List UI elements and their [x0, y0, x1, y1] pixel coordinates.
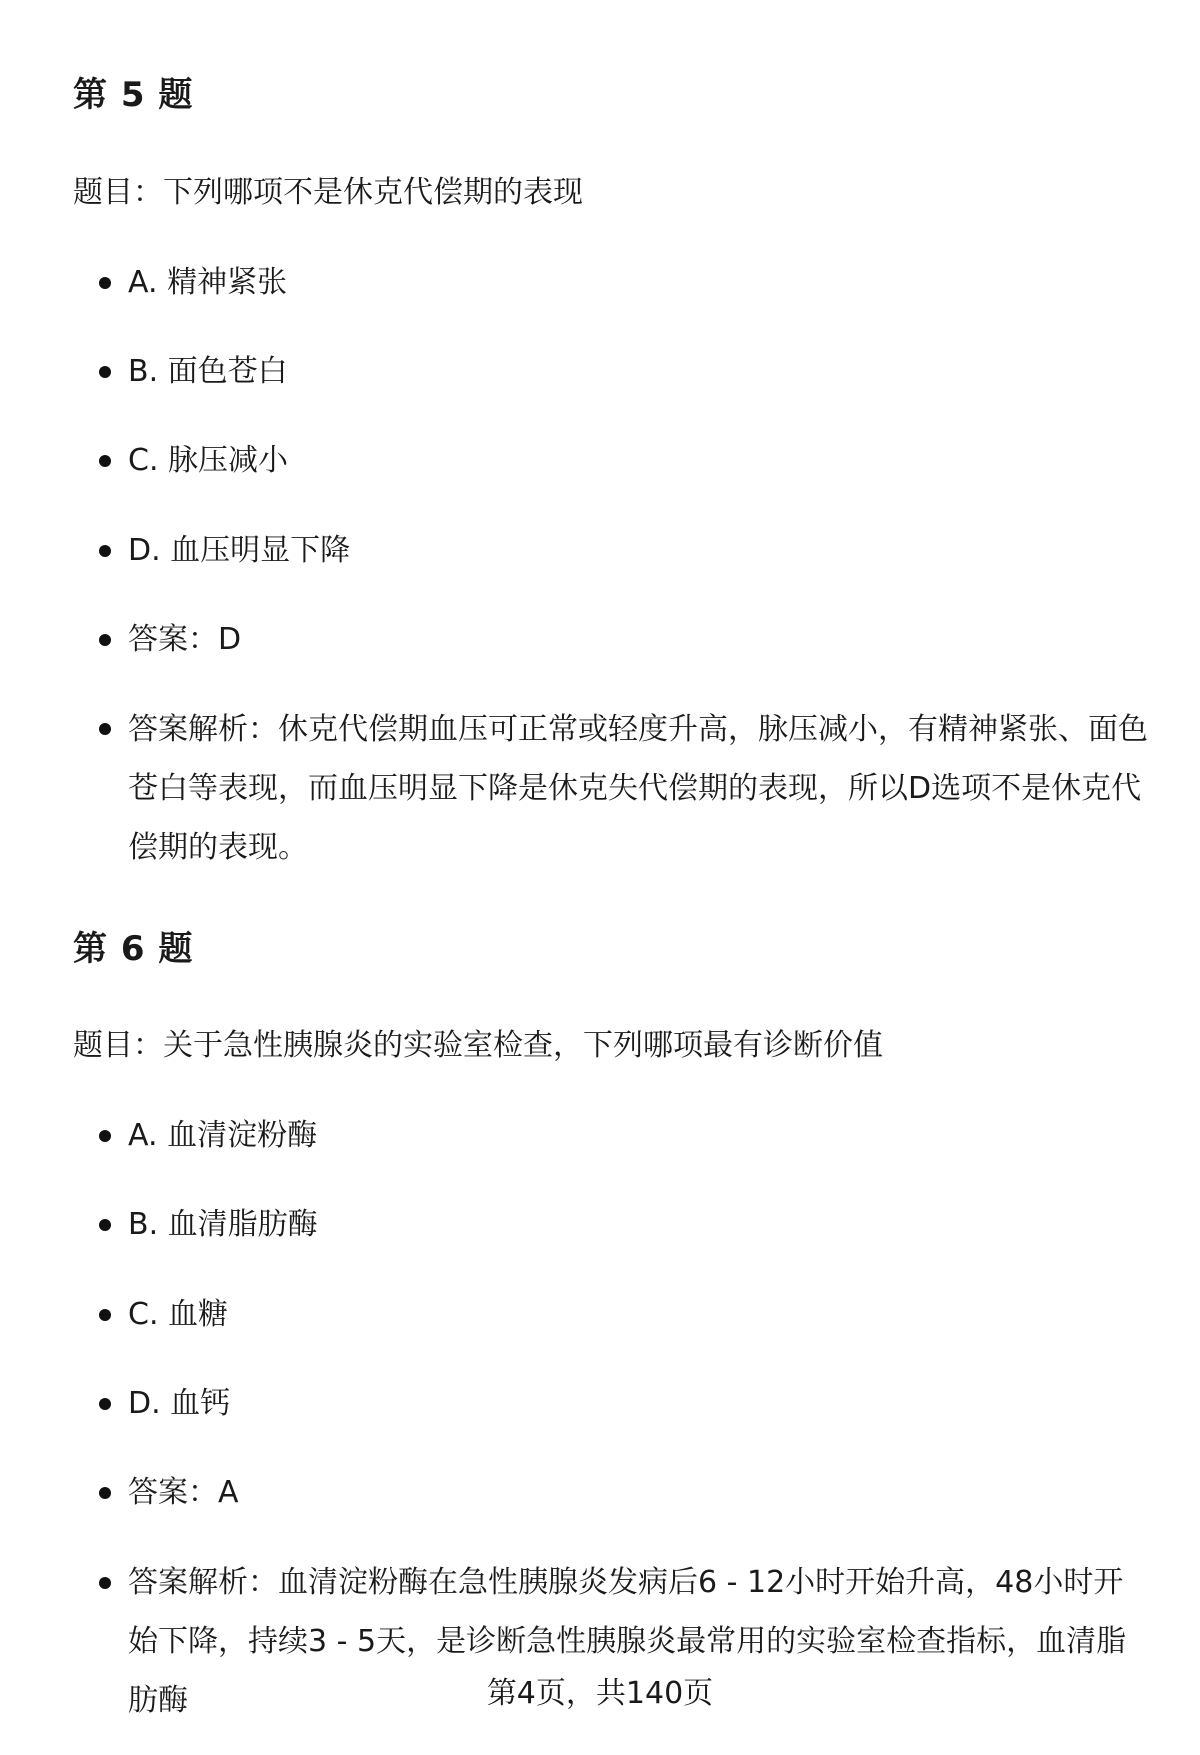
bullet-icon	[99, 1130, 111, 1142]
question-6-answer: 答案：A	[128, 1475, 239, 1510]
bullet-icon	[99, 366, 111, 378]
question-5-option-c: C. 脉压减小	[128, 443, 289, 478]
question-6-heading: 第 6 题	[73, 929, 194, 969]
bullet-icon	[99, 723, 111, 735]
question-6-option-a: A. 血清淀粉酶	[128, 1118, 318, 1153]
question-6-option-c: C. 血糖	[128, 1297, 229, 1332]
bullet-icon	[99, 634, 111, 646]
bullet-icon	[99, 545, 111, 557]
bullet-icon	[99, 1309, 111, 1321]
bullet-icon	[99, 277, 111, 289]
bullet-icon	[99, 1219, 111, 1231]
question-5-stem: 题目：下列哪项不是休克代偿期的表现	[73, 175, 583, 210]
question-5-answer: 答案：D	[128, 622, 242, 657]
bullet-icon	[99, 1577, 111, 1589]
question-5-explanation: 答案解析：休克代偿期血压可正常或轻度升高，脉压减小，有精神紧张、面色苍白等表现，而血压明显下降是休克失代偿期的表现，所以D选项不是休克代偿期的表现。	[128, 712, 1148, 865]
question-5-heading: 第 5 题	[73, 75, 194, 115]
question-6-stem: 题目：关于急性胰腺炎的实验室检查，下列哪项最有诊断价值	[73, 1028, 883, 1063]
question-5-option-b: B. 面色苍白	[128, 354, 288, 389]
question-6-option-b: B. 血清脂肪酶	[128, 1207, 318, 1242]
question-5-option-a: A. 精神紧张	[128, 265, 288, 300]
bullet-icon	[99, 1398, 111, 1410]
question-6-explanation: 答案解析：血清淀粉酶在急性胰腺炎发病后6 - 12小时开始升高，48小时开始下降，持续3 - 5天，是诊断急性胰腺炎最常用的实验室检查指标，血清脂肪酶	[128, 1565, 1127, 1718]
page-number-footer: 第4页，共140页	[486, 1676, 714, 1711]
bullet-icon	[99, 455, 111, 467]
question-5-option-d: D. 血压明显下降	[128, 533, 351, 568]
bullet-icon	[99, 1487, 111, 1499]
question-6-option-d: D. 血钙	[128, 1386, 231, 1421]
